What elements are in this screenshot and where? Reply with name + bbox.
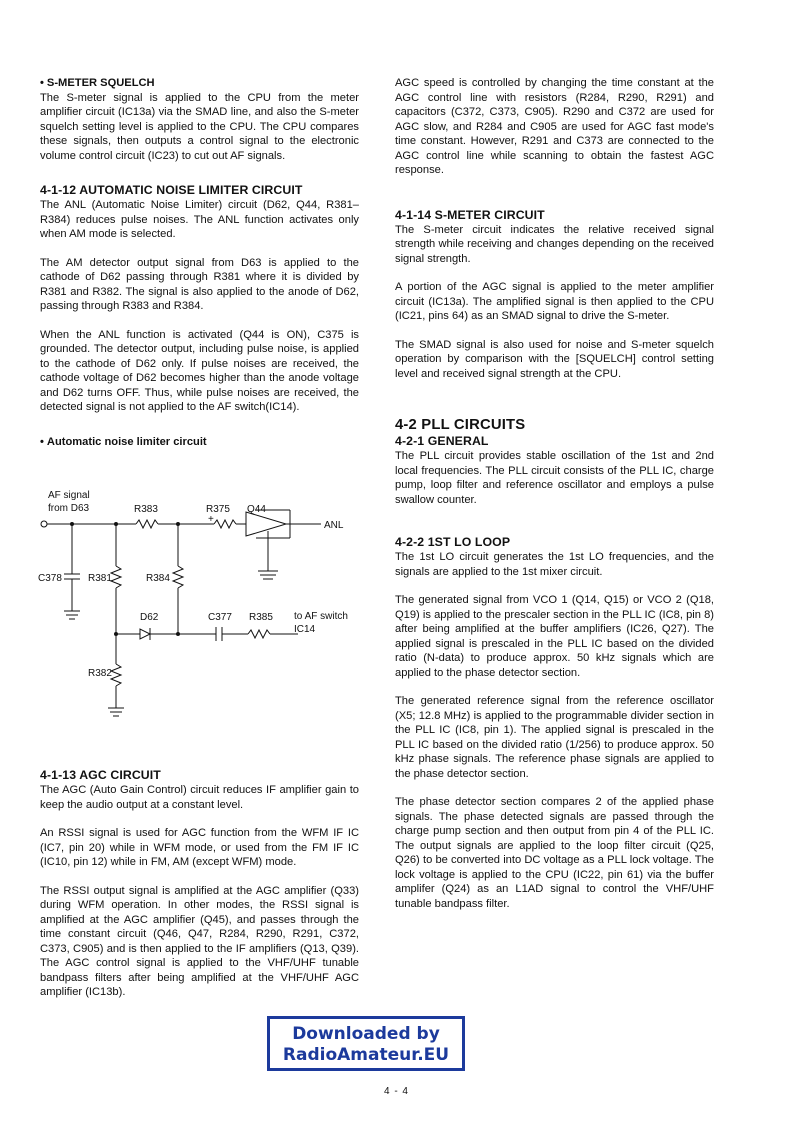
smeter-squelch-heading: • S-METER SQUELCH [40,77,155,89]
to-af-switch-label: to AF switch [294,611,348,622]
r383-resistor-icon [136,520,158,528]
r375-plus-label: + [208,514,214,525]
r385-resistor-icon [248,630,270,638]
left-column [40,76,359,449]
first-lo-paragraph-3: The generated reference signal from the reference oscillator (X5; 12.8 MHz) is applied to the programmable divider section in the PLL IC (IC8, pin 1). The applied signal is prescaled in the PLL IC based on the divided ratio (1/256) to produce approx. 50 kHz phase signals. The reference phase signals are applied to the phase detector section. [395,695,714,780]
c378-label: C378 [38,573,62,584]
r375-label: R375 [206,504,230,515]
r381-label: R381 [88,573,112,584]
right-column [395,76,714,911]
smeter-squelch-paragraph: The S-meter signal is applied to the CPU from the meter amplifier circuit (IC13a) via the SMAD line, and also the S-meter squelch setting level is applied to the CPU. The CPU compares these signals, then outputs a control signal to the electronic volume control circuit (IC23) to cut out AF signals. [40,91,359,162]
r382-label: R382 [88,668,112,679]
anl-diagram-heading: • Automatic noise limiter circuit [40,435,207,448]
anl-paragraph-3: When the ANL function is activated (Q44 is ON), C375 is grounded. The detector output, including pulse noise, is applied to the cathode of D62 only. If pulse noises are received, the cathode voltage of D62 becomes higher than the anode voltage and D62 turns OFF. Thus, while pulse noises are received, the detected signal is not applied to the AF switch(IC14). [40,328,359,413]
input-terminal-icon [41,521,47,527]
first-lo-paragraph-4: The phase detector section compares 2 of the applied phase signals. The phase detected signals are passed through the charge pump section and then output from pin 4 of the PLL IC. The output signals are applied to the loop filter circuit (Q25, Q26) to be converted into DC voltage as a PLL lock voltage. The lock voltage is applied to the CPU (IC22, pin 61) via the buffer amplifer (Q24) as an L1AD signal to control the VHF/UHF tunable bandpass filter. [395,796,714,910]
anl-section-heading: 4-1-12 AUTOMATIC NOISE LIMITER CIRCUIT [40,183,303,197]
smeter-paragraph-2: A portion of the AGC signal is applied to the meter amplifier circuit (IC13a). The amplified signal is then applied to the CPU (IC21, pins 64) as an SMAD signal to drive the S-meter. [395,281,714,322]
r375-resistor-icon [214,520,236,528]
anl-output-label: ANL [324,520,344,531]
d62-label: D62 [140,612,159,623]
first-lo-heading: 4-2-2 1ST LO LOOP [395,535,511,549]
af-signal-label: AF signal [48,490,90,501]
q44-label: Q44 [247,504,266,515]
af-signal-from-label: from D63 [48,503,90,514]
watermark-line-2: RadioAmateur.EU [282,1045,450,1065]
r384-label: R384 [146,573,170,584]
r384-resistor-icon [173,566,183,588]
agc-speed-paragraph: AGC speed is controlled by changing the time constant at the AGC control line with resistors (R284, R290, R291) and capacitors (C372, C373, C905). R290 and C372 are used for AGC slow, and R284 and C905 are used for AGC fast mode's time constant. However, R291 and C373 are connected to the AGC control line while scanning to obtain the fastest AGC response. [395,77,714,176]
r382-resistor-icon [111,664,121,686]
first-lo-paragraph-1: The 1st LO circuit generates the 1st LO frequencies, and the signals are applied to the 1st mixer circuit. [395,551,714,578]
pll-general-paragraph: The PLL circuit provides stable oscillation of the 1st and 2nd local frequencies. The PLL circuit consists of the PLL IC, charge pump, loop filter and reference oscillator and employs a pulse swallow counter. [395,450,714,506]
pll-general-heading: 4-2-1 GENERAL [395,434,489,448]
smeter-paragraph-1: The S-meter circuit indicates the relative received signal strength while receiving and changes depending on the received signal strength. [395,223,714,265]
page-number: 4 - 4 [383,1086,409,1097]
c377-label: C377 [208,612,232,623]
anl-paragraph-2: The AM detector output signal from D63 is applied to the cathode of D62 passing through R381 where it is divided by R381 and R382. The signal is also applied to the anode of D62, passing through R383 and R384. [40,256,359,312]
d62-diode-icon [140,629,150,639]
watermark-line-1: Downloaded by [292,1024,440,1044]
agc-paragraph-1: The AGC (Auto Gain Control) circuit reduces IF amplifier gain to keep the audio output at a constant level. [40,784,359,811]
download-watermark [267,1016,465,1071]
smeter-section-heading: 4-1-14 S-METER CIRCUIT [395,207,545,222]
agc-section [40,768,359,1000]
agc-paragraph-3: The RSSI output signal is amplified at the AGC amplifier (Q33) during WFM operation. In other modes, the RSSI signal is amplified at the AGC amplifier (Q45), and passes through the time constant circuit (Q46, Q47, R284, R290, R291, C372, C373, C905) and is then applied to the IF amplifiers (Q13, Q39). The AGC control signal is applied to the VHF/UHF tunable bandpass filters after being amplified at the VHF/UHF AGC amplifier (IC13b). [40,884,359,998]
smeter-paragraph-3: The SMAD signal is also used for noise and S-meter squelch operation by comparison with the [SQUELCH] control setting level and received signal strength at the CPU. [395,338,714,380]
r385-label: R385 [249,612,273,623]
agc-paragraph-2: An RSSI signal is used for AGC function from the WFM IF IC (IC7, pin 20) while in WFM mode, or used from the FM IF IC (IC10, pin 12) while in FM, AM (except WFM) mode. [40,827,359,868]
first-lo-paragraph-2: The generated signal from VCO 1 (Q14, Q15) or VCO 2 (Q18, Q19) is applied to the prescaler section in the PLL IC (IC8, pin 8) after being amplified at the buffer amplifiers (IC26, Q27). The applied signal is prescaled in the PLL IC based on the divided ratio (N-data) to produce approx. 50 kHz signals which are applied to the phase detector section. [395,594,714,679]
q44-buffer-icon [246,512,286,536]
r381-resistor-icon [111,566,121,588]
r383-label: R383 [134,504,158,515]
anl-paragraph-1: The ANL (Automatic Noise Limiter) circuit (D62, Q44, R381–R384) reduces pulse noises. The ANL function activates only when AM mode is selected. [40,199,359,240]
pll-section-heading: 4-2 PLL CIRCUITS [395,417,526,433]
anl-circuit-diagram [36,486,366,722]
to-af-switch-ic-label: IC14 [294,624,316,635]
agc-section-heading: 4-1-13 AGC CIRCUIT [40,768,161,782]
